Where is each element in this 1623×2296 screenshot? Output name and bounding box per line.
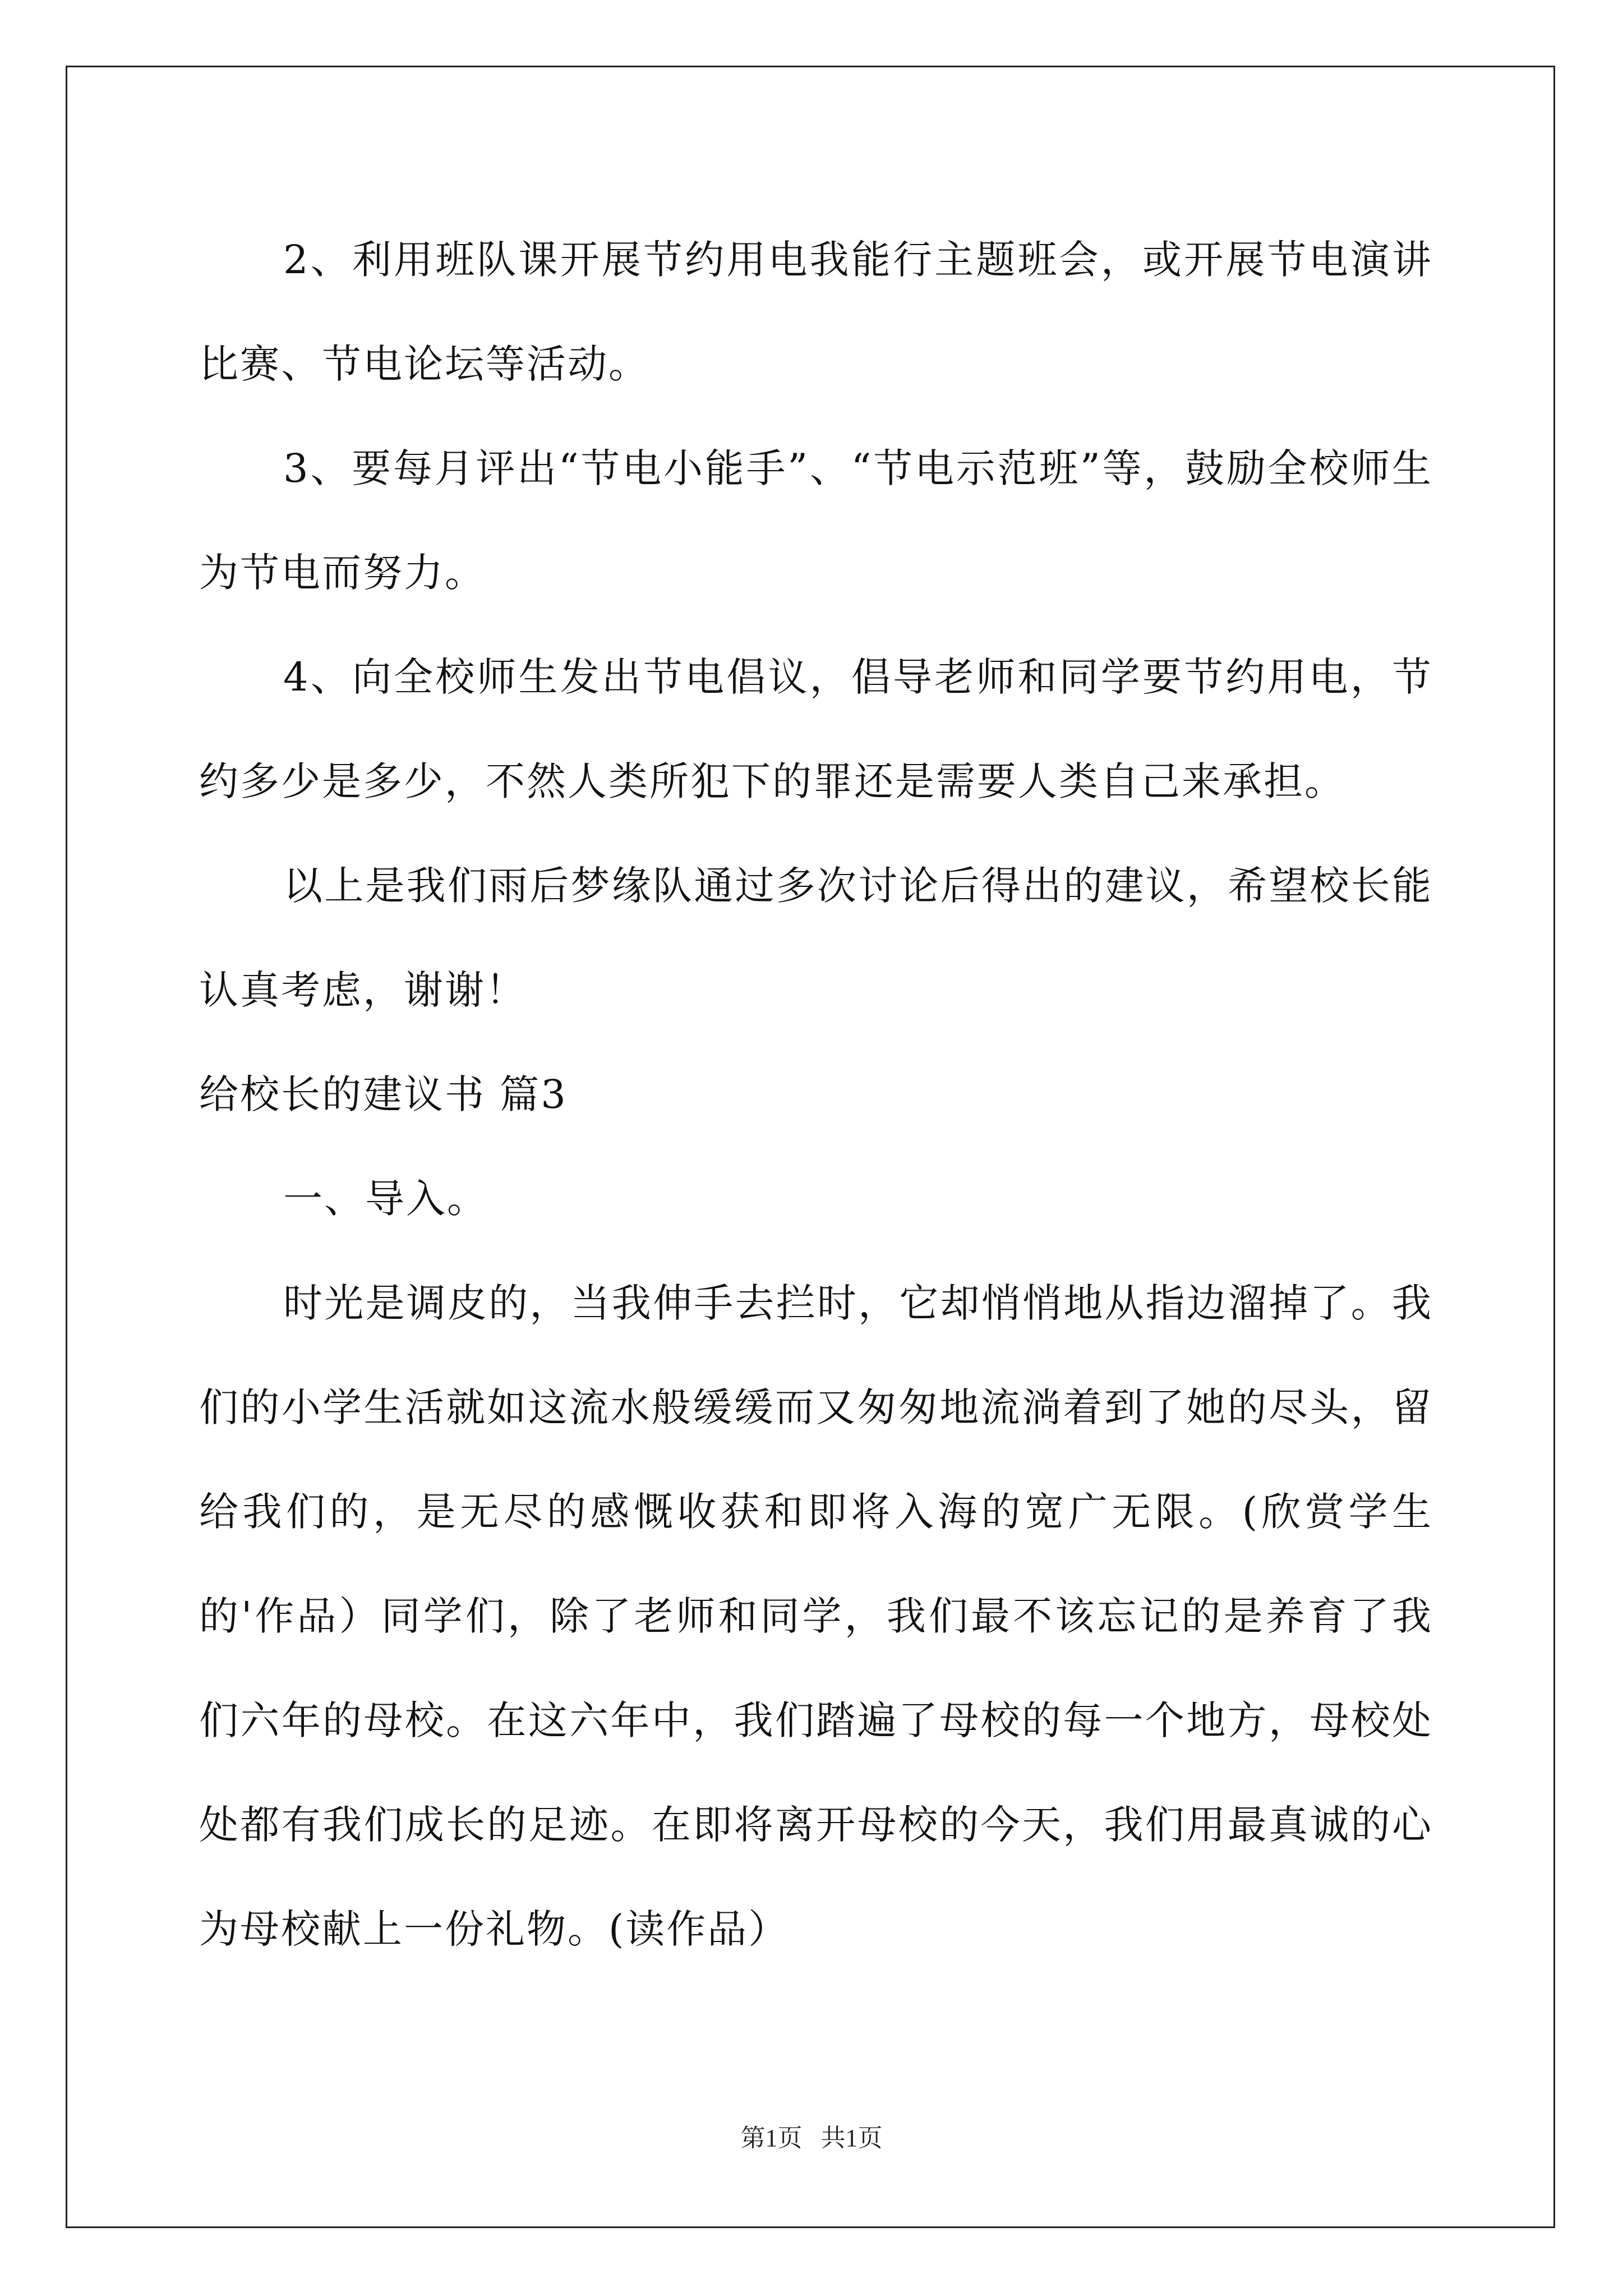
paragraph: 以上是我们雨后梦缘队通过多次讨论后得出的建议，希望校长能认真考虑，谢谢！ <box>199 863 1433 1013</box>
paragraph: 一、导入。 <box>283 1176 488 1222</box>
document-body <box>199 208 1433 1981</box>
paragraph: 3、要每月评出“节电小能手”、“节电示范班”等，鼓励全校师生为节电而努力。 <box>199 445 1433 596</box>
paragraph: 4、向全校师生发出节电倡议，倡导老师和同学要节约用电，节约多少是多少，不然人类所犯下的罪还是需要人类自己来承担。 <box>199 654 1433 804</box>
page-footer: 第1页 共1页 <box>740 2124 883 2152</box>
section-heading: 给校长的建议书 篇3 <box>199 1071 568 1117</box>
paragraph: 2、利用班队课开展节约用电我能行主题班会，或开展节电演讲比赛、节电论坛等活动。 <box>199 237 1433 387</box>
paragraph: 时光是调皮的，当我伸手去拦时，它却悄悄地从指边溜掉了。我们的小学生活就如这流水般缓缓而又匆匆地流淌着到了她的尽头，留给我们的，是无尽的感慨收获和即将入海的宽广无限。(欣赏学生的'作品）同学们，除了老师和同学，我们最不该忘记的是养育了我们六年的母校。在这六年中，我们踏遍了母校的每一个地方，母校处处都有我们成长的足迹。在即将离开母校的今天，我们用最真诚的心为母校献上一份礼物。(读作品） <box>199 1280 1433 1952</box>
